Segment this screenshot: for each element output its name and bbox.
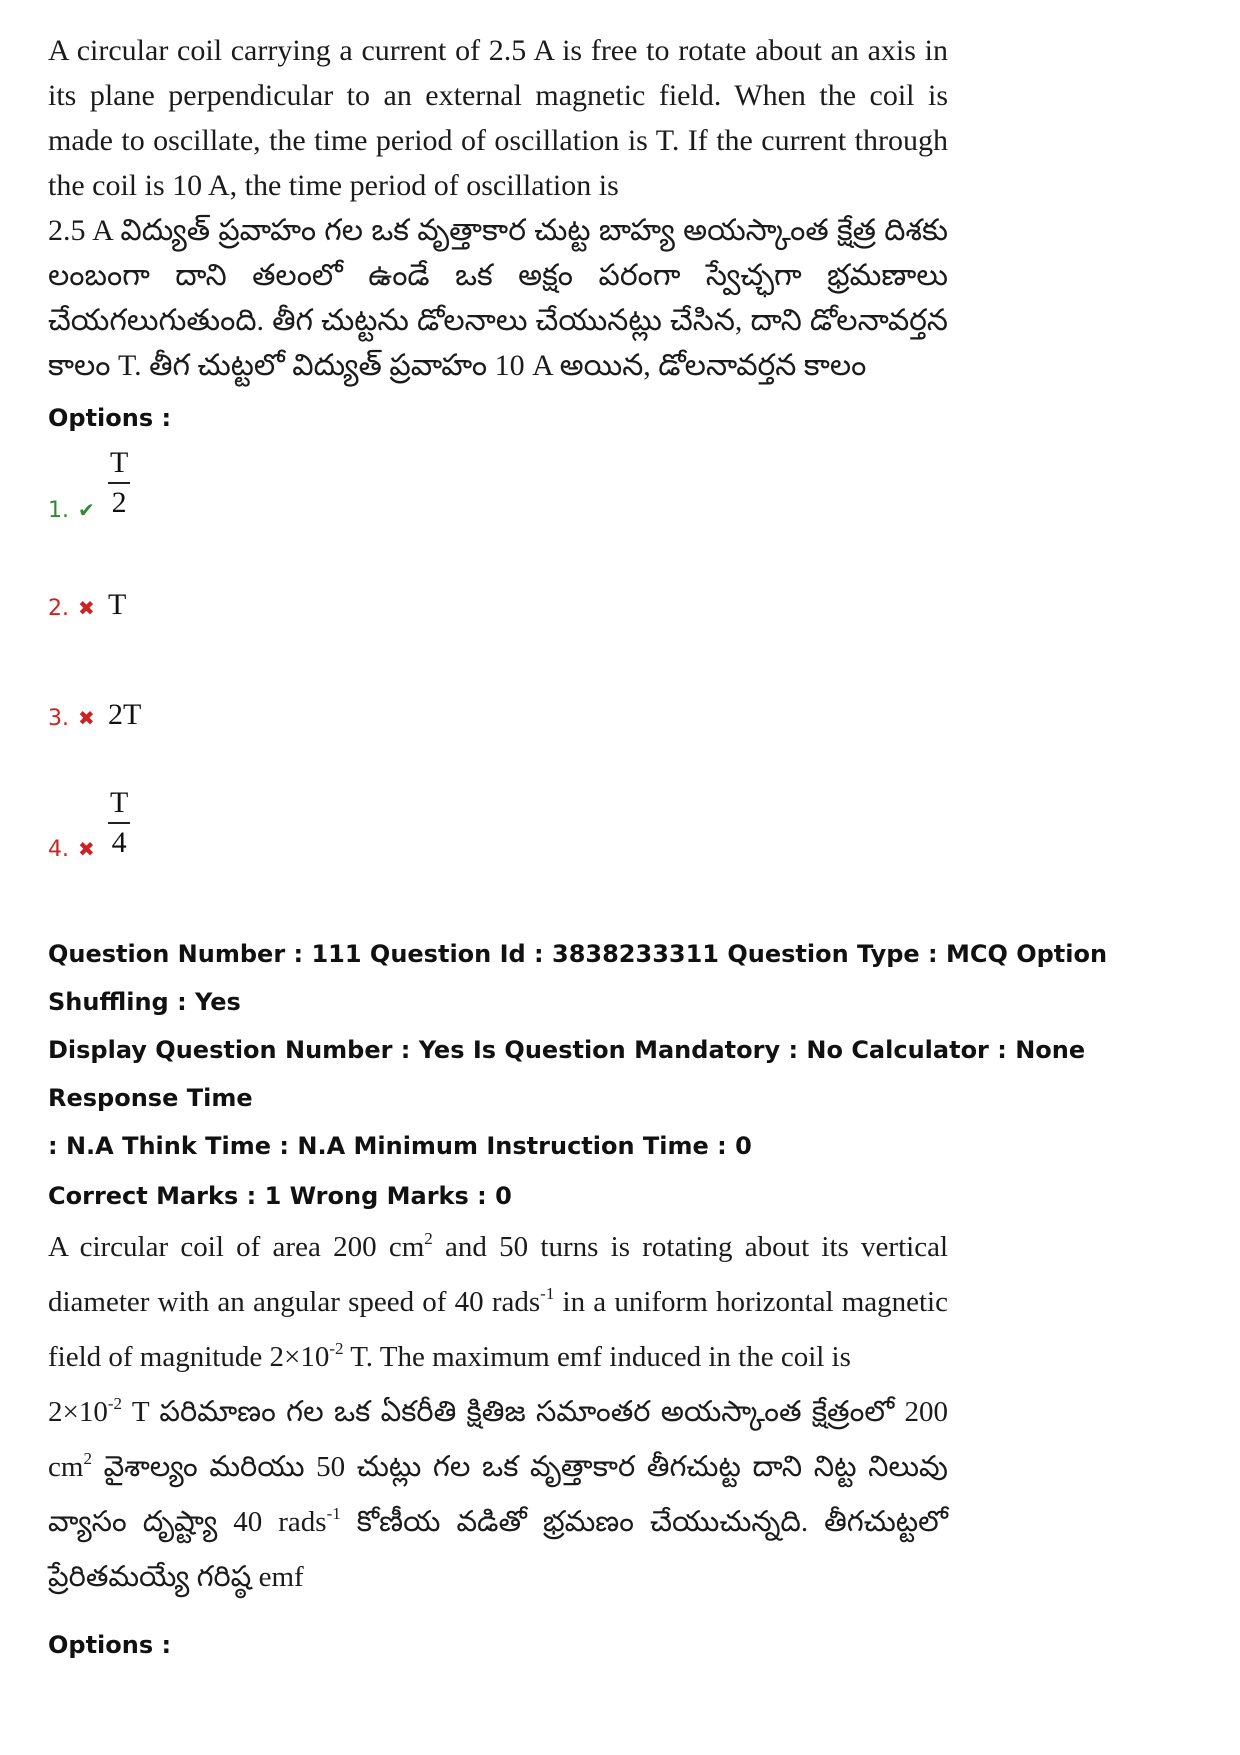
- superscript: -2: [329, 1339, 344, 1358]
- question-telugu: 2.5 A విద్యుత్ ప్రవాహం గల ఒక వృత్తాకార చుట్ట బాహ్య అయస్కాంత క్షేత్ర దిశకు లంబంగా దాని తలంలో ఉండే ఒక అక్షం పరంగా స్వేచ్ఛగా భ్రమణాలు చేయగలుగుతుంది. తీగ చుట్టను డోలనాలు చేయునట్లు చేసిన, దాని డోలనావర్తన కాలం T. తీగ చుట్టలో విద్యుత్ ప్రవాహం 10 A అయిన, డోలనావర్తన కాలం: [48, 214, 948, 382]
- option-number: 1.: [48, 498, 69, 523]
- check-icon: ✔: [78, 498, 95, 522]
- question-111-text: [48, 1220, 948, 1605]
- text-segment: and 50 turns is rotating about its vertical diameter with an angular speed of 40 rads: [48, 1231, 948, 1318]
- superscript: -2: [107, 1394, 123, 1413]
- text-segment: in a uniform horizontal magnetic field of magnitude 2×10: [48, 1286, 948, 1373]
- question-111-metadata: [48, 930, 1208, 1220]
- text-segment: A circular coil of area 200 cm: [48, 1231, 425, 1263]
- option-answer: [108, 786, 130, 860]
- question-telugu: [48, 1385, 948, 1605]
- metadata-line: Question Number : 111 Question Id : 3838233311 Question Type : MCQ Option Shuffling : Yes: [48, 940, 1108, 1016]
- marks-info: Correct Marks : 1 Wrong Marks : 0: [48, 1182, 512, 1210]
- fraction: [108, 446, 130, 520]
- superscript: 2: [83, 1449, 92, 1468]
- text-segment: 2×10: [48, 1396, 108, 1428]
- options-label: Options :: [48, 1631, 172, 1659]
- option-3[interactable]: [48, 680, 1208, 780]
- option-4[interactable]: [48, 780, 1208, 930]
- question-110-text: [48, 28, 948, 388]
- text-segment: T పరిమాణం గల ఒక ఏకరీతి క్షితిజ సమాంతర అయస్కాంత క్షేత్రంలో 200 cm: [48, 1396, 948, 1483]
- superscript: 2: [424, 1229, 433, 1248]
- option-number: 2.: [48, 596, 69, 621]
- fraction: [108, 786, 130, 860]
- cross-icon: ✖: [78, 837, 95, 861]
- option-answer: [108, 446, 130, 520]
- options-label: Options :: [48, 404, 172, 432]
- fraction-bar: [108, 482, 130, 484]
- option-number: 3.: [48, 706, 69, 731]
- text-segment: కోణీయ వడితో భ్రమణం చేయుచున్నది. తీగచుట్టలో ప్రేరితమయ్యే గరిష్ఠ emf: [48, 1506, 948, 1593]
- metadata-line: : N.A Think Time : N.A Minimum Instruction Time : 0: [48, 1132, 752, 1160]
- superscript: -1: [326, 1504, 341, 1523]
- option-number: 4.: [48, 837, 69, 862]
- question-page: [48, 28, 1208, 1659]
- text-segment: T. The maximum emf induced in the coil is: [343, 1341, 851, 1373]
- numerator: T: [110, 786, 129, 819]
- options-list: [48, 446, 1208, 930]
- option-answer: 2T: [108, 698, 142, 731]
- fraction-bar: [108, 822, 130, 824]
- text-segment: వైశాల్యం మరియు 50 చుట్లు గల ఒక వృత్తాకార తీగచుట్ట దాని నిట్ట నిలువు వ్యాసం దృష్ట్యా 40 rads: [48, 1451, 948, 1538]
- question-english: A circular coil carrying a current of 2.5 A is free to rotate about an axis in its plane perpendicular to an external magnetic field. When the coil is made to oscillate, the time period of oscillation is T. If the current through the coil is 10 A, the time period of oscillation is: [48, 34, 948, 202]
- numerator: T: [110, 446, 129, 479]
- option-answer: T: [108, 588, 127, 621]
- question-english: [48, 1220, 948, 1385]
- cross-icon: ✖: [78, 596, 95, 620]
- option-1[interactable]: [48, 446, 1208, 570]
- denominator: 2: [111, 486, 127, 519]
- superscript: -1: [540, 1284, 555, 1303]
- denominator: 4: [111, 826, 127, 859]
- metadata-line: Display Question Number : Yes Is Question Mandatory : No Calculator : None Response Time: [48, 1036, 1086, 1112]
- cross-icon: ✖: [78, 706, 95, 730]
- option-2[interactable]: [48, 570, 1208, 680]
